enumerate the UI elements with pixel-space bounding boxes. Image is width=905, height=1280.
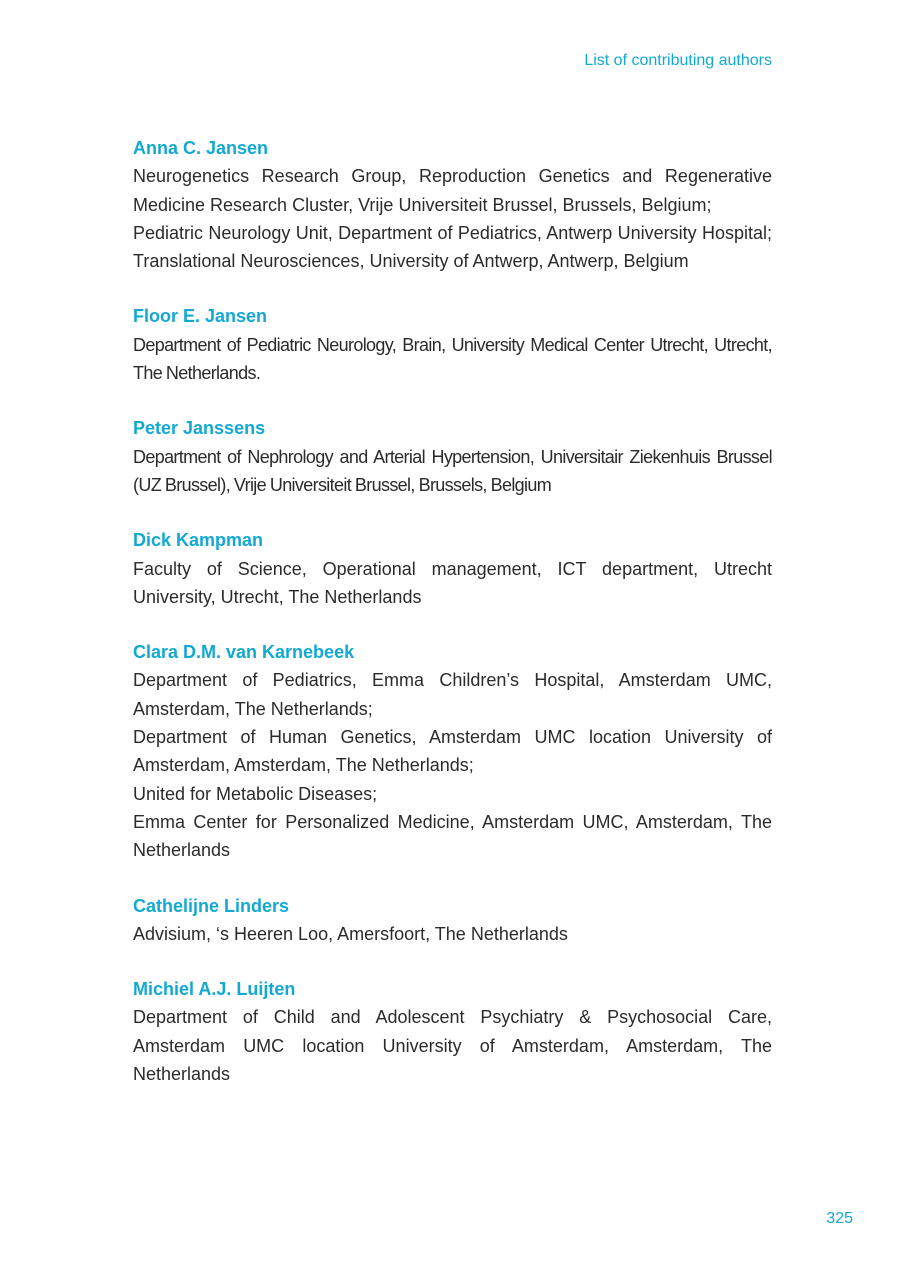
author-entry xyxy=(133,526,772,611)
author-affiliation: Pediatric Neurology Unit, Department of Pediatrics, Antwerp University Hospital; Translational Neurosciences, University of Antwerp, Antwerp, Belgium xyxy=(133,222,772,272)
author-entry xyxy=(133,975,772,1088)
author-affiliation: Emma Center for Personalized Medicine, Amsterdam UMC, Amsterdam, The Netherlands xyxy=(133,811,772,861)
author-name: Peter Janssens xyxy=(133,418,266,439)
author-name: Dick Kampman xyxy=(133,530,264,551)
author-list xyxy=(133,134,772,1115)
author-name: Floor E. Jansen xyxy=(133,306,268,327)
author-affiliation: Neurogenetics Research Group, Reproduction Genetics and Regenerative Medicine Research Cluster, Vrije Universiteit Brussel, Brussels, Belgium; xyxy=(133,166,772,215)
author-affiliation: Department of Pediatrics, Emma Children’s Hospital, Amsterdam UMC, Amsterdam, The Netherlands; xyxy=(133,670,772,719)
author-name: Michiel A.J. Luijten xyxy=(133,979,296,1000)
author-entry xyxy=(133,638,772,864)
author-entry xyxy=(133,134,772,275)
author-entry xyxy=(133,414,772,499)
page-number: 325 xyxy=(826,1210,853,1227)
author-affiliation: Advisium, ‘s Heeren Loo, Amersfoort, The Netherlands xyxy=(133,923,568,944)
author-affiliation: Department of Human Genetics, Amsterdam UMC location University of Amsterdam, Amsterdam, The Netherlands; xyxy=(133,727,772,776)
author-name: Cathelijne Linders xyxy=(133,895,290,916)
running-header: List of contributing authors xyxy=(584,52,772,69)
author-entry xyxy=(133,302,772,387)
author-affiliation: Faculty of Science, Operational management, ICT department, Utrecht University, Utrecht, The Netherlands xyxy=(133,558,772,607)
author-affiliation: United for Metabolic Diseases; xyxy=(133,783,378,804)
author-name: Anna C. Jansen xyxy=(133,138,269,158)
author-name: Clara D.M. van Karnebeek xyxy=(133,642,355,663)
author-affiliation: Department of Pediatric Neurology, Brain, University Medical Center Utrecht, Utrecht, The Netherlands. xyxy=(133,334,772,384)
author-affiliation: Department of Nephrology and Arterial Hypertension, Universitair Ziekenhuis Brussel (UZ Brussel), Vrije Universiteit Brussel, Brussels, Belgium xyxy=(133,446,772,495)
author-affiliation: Department of Child and Adolescent Psychiatry & Psychosocial Care, Amsterdam UMC location University of Amsterdam, Amsterdam, The Netherlands xyxy=(133,1007,772,1085)
author-entry xyxy=(133,892,772,949)
